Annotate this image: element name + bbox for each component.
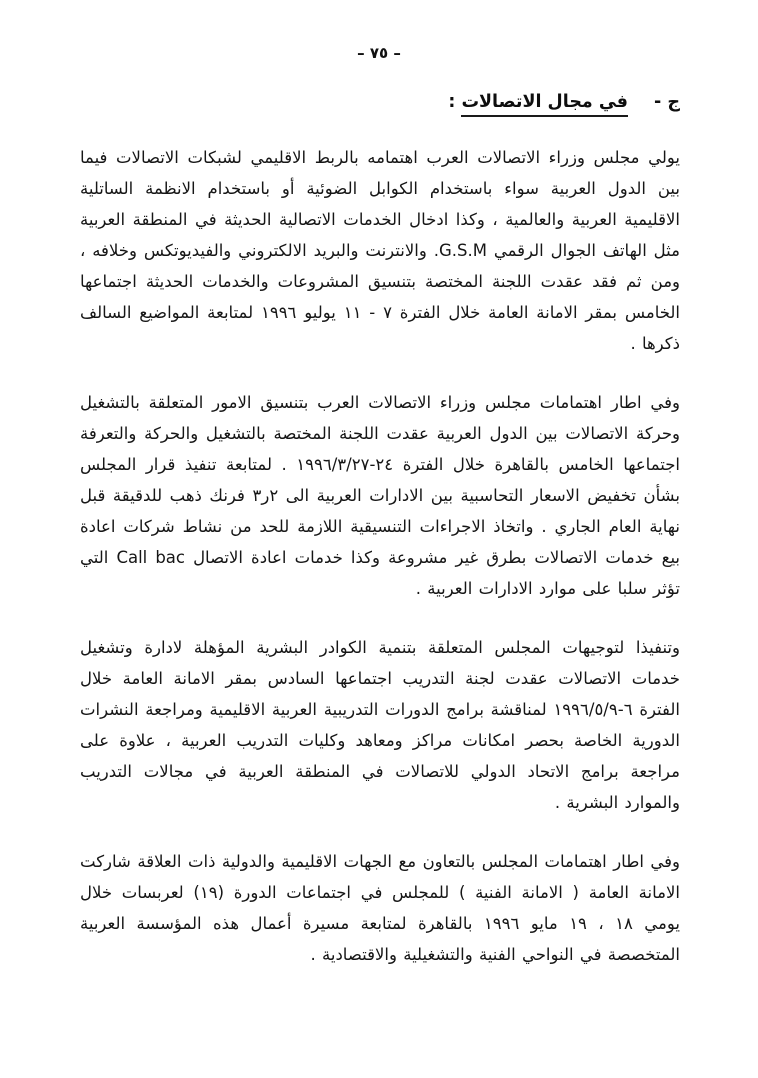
paragraph-regional-interconnection: يولي مجلس وزراء الاتصالات العرب اهتمامه بالربط الاقليمي لشبكات الاتصالات فيما بين الدول العربية سواء باستخدام الكوابل الضوئية أو باستخدام الانظمة الساتلية الاقليمية العربية والعالمية ، وكذا ادخال الخدمات الاتصالية الحديثة في المنطقة العربية مثل الهاتف الجوال الرقمي G.S.M. والانترنت والبريد الالكتروني والفيديوتكس وخلافه ، ومن ثم فقد عقدت اللجنة المختصة بتنسيق المشروعات والخدمات الحديثة اجتماعها الخامس بمقر الامانة العامة خلال الفترة ٧ - ١١ يوليو ١٩٩٦ لمتابعة المواضيع السالف ذكرها . [80, 148, 680, 353]
section-marker: ج - [654, 92, 680, 112]
section-heading [80, 92, 680, 112]
section-title-colon: : [448, 92, 462, 112]
section-title [448, 92, 628, 112]
paragraph-operations-tariffs-committee: وفي اطار اهتمامات مجلس وزراء الاتصالات العرب بتنسيق الامور المتعلقة بالتشغيل وحركة الاتصالات بين الدول العربية عقدت اللجنة المختصة بالتشغيل والحركة والتعرفة اجتماعها الخامس بالقاهرة خلال الفترة ٢٤-١٩٩٦/٣/٢٧ . لمتابعة تنفيذ قرار المجلس بشأن تخفيض الاسعار التحاسبية بين الادارات العربية الى ٢ر٣ فرنك ذهب للدقيقة قبل نهاية العام الجاري . واتخاذ الاجراءات التنسيقية اللازمة للحد من نشاط شركات اعادة بيع خدمات الاتصالات بطرق غير مشروعة وكذا خدمات اعادة الاتصال Call bac التي تؤثر سلبا على موارد الادارات العربية . [80, 393, 681, 598]
section-title-text: في مجال الاتصالات [461, 92, 628, 117]
paragraph-arabsat-cooperation: وفي اطار اهتمامات المجلس بالتعاون مع الجهات الاقليمية والدولية ذات العلاقة شاركت الامانة العامة ( الامانة الفنية ) للمجلس في اجتماعات الدورة (١٩) لعربسات خلال يومي ١٨ ، ١٩ مايو ١٩٩٦ بالقاهرة لمتابعة مسيرة أعمال هذه المؤسسة العربية المتخصصة في النواحي الفنية والتشغيلية والاقتصادية . [80, 852, 680, 964]
paragraph-training-committee: وتنفيذا لتوجيهات المجلس المتعلقة بتنمية الكوادر البشرية المؤهلة لادارة وتشغيل خدمات الاتصالات عقدت لجنة التدريب اجتماعها السادس بمقر الامانة العامة خلال الفترة ٦-١٩٩٦/٥/٩ لمناقشة برامج الدورات التدريبية العربية الاقليمية ومراجعة النشرات الدورية الخاصة بحصر امكانات مراكز ومعاهد وكليات التدريب العربية ، علاوة على مراجعة برامج الاتحاد الدولي للاتصالات في المنطقة العربية في مجالات التدريب والموارد البشرية . [80, 638, 680, 812]
page-number: – ٧٥ – [357, 44, 401, 62]
document-body [80, 92, 680, 970]
